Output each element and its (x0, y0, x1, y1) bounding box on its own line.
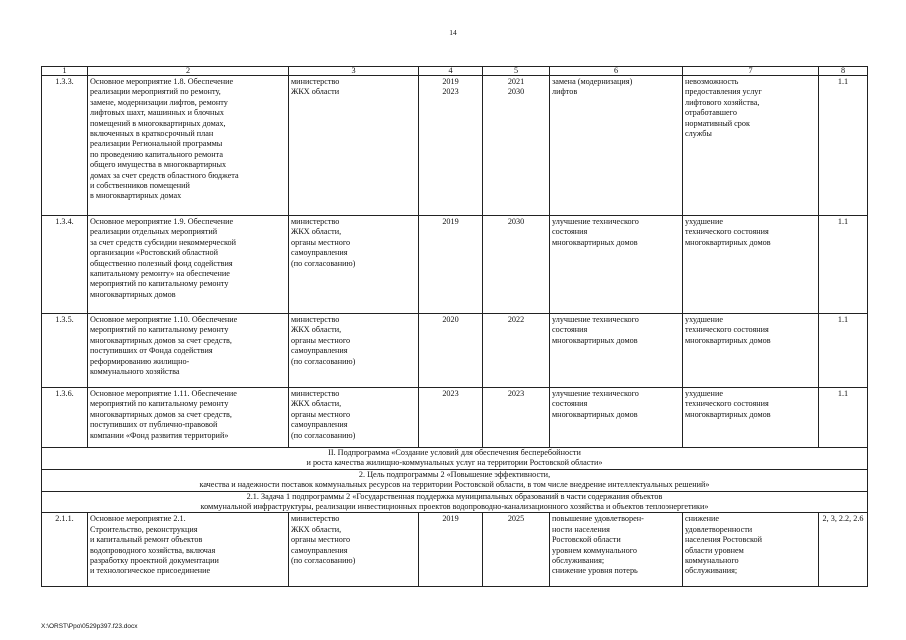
measure-name-line: реализации отдельных мероприятий (90, 227, 218, 237)
measure-executor-line: ЖКХ области, (291, 399, 342, 409)
measure-executor-line: органы местного (291, 535, 351, 545)
measure-start-year-line: 2023 (442, 389, 459, 398)
measure-name-line: многоквартирных домов за счет средств, (90, 335, 232, 345)
page-number: 14 (449, 28, 457, 37)
measure-name-line: в многоквартирных домах (90, 191, 182, 201)
measure-expected-result (550, 314, 683, 388)
measure-consequence-line: ухудшение (685, 217, 723, 226)
measure-consequence (683, 216, 819, 314)
measure-end-year-line: 2021 (507, 77, 525, 86)
measure-indicator-link (819, 216, 868, 314)
section-heading-line: II. Подпрограмма «Создание условий для обеспечения бесперебойности (328, 448, 581, 457)
measure-indicator-link (819, 513, 868, 587)
measure-expected-result-line: состояния (552, 325, 588, 335)
table-row (42, 76, 868, 216)
header-cell: 3 (289, 67, 419, 76)
section-heading-row (42, 469, 868, 491)
measure-start-year (419, 216, 483, 314)
measure-name-line: компании «Фонд развития территорий» (90, 430, 229, 440)
measure-name (88, 513, 289, 587)
measure-name-line: поступивших от публично-правовой (90, 420, 218, 430)
measure-number-line: 1.3.3. (55, 77, 74, 86)
measure-consequence-line: невозможность (685, 77, 739, 86)
measure-name-line: общего имущества в многоквартирных (90, 160, 227, 170)
measure-end-year (483, 314, 550, 388)
measure-name-line: разработку проектной документации (90, 556, 219, 566)
table-row (42, 216, 868, 314)
measure-name-line: капитальному ремонту» на обеспечение (90, 269, 230, 279)
table-row (42, 388, 868, 448)
measure-consequence-line: отработавшего (685, 108, 737, 118)
measure-name (88, 76, 289, 216)
measure-name-line: по проведению капитального ремонта (90, 149, 223, 159)
measure-executor (289, 513, 419, 587)
measure-consequence (683, 388, 819, 448)
file-path-footer: X:\ORST\Ppo\0529p397.f23.docx (41, 623, 138, 630)
table-header-row (42, 67, 868, 76)
measure-expected-result (550, 388, 683, 448)
measure-executor-line: (по согласованию) (291, 258, 356, 268)
header-cell: 4 (419, 67, 483, 76)
measure-number-line: 2.1.1. (55, 514, 74, 524)
measure-executor-line: министерство (291, 77, 340, 86)
measure-start-year-line: 2019 (442, 217, 459, 226)
measure-end-year (483, 216, 550, 314)
measure-expected-result (550, 76, 683, 216)
measure-name-line: Основное мероприятие 1.10. Обеспечение (90, 315, 238, 324)
measure-expected-result-line: состояния (552, 399, 588, 409)
measure-name-line: поступивших от Фонда содействия (90, 346, 213, 356)
measure-name-line: и капитальный ремонт объектов (90, 535, 203, 545)
measure-consequence-line: снижение (685, 514, 719, 524)
measure-indicator-link-line: 1.1 (837, 389, 849, 398)
measure-expected-result (550, 513, 683, 587)
measure-name (88, 314, 289, 388)
measure-consequence (683, 76, 819, 216)
measure-name-line: помещений в многоквартирных домах, (90, 118, 226, 128)
measure-executor-line: ЖКХ области, (291, 524, 342, 534)
measure-name-line: общественно полезный фонд содействия (90, 258, 233, 268)
measure-consequence-line: удовлетворенности (685, 524, 753, 534)
header-cell: 1 (42, 67, 88, 76)
measure-expected-result-line: улучшение технического (552, 217, 639, 226)
measure-executor-line: ЖКХ области, (291, 325, 342, 335)
measure-indicator-link (819, 388, 868, 448)
measure-end-year-line: 2030 (507, 217, 525, 226)
measure-expected-result-line: Ростовской области (552, 535, 621, 545)
measure-expected-result-line: многоквартирных домов (552, 335, 638, 345)
measure-name (88, 216, 289, 314)
measure-name-line: реализации мероприятий по ремонту, (90, 87, 221, 97)
header-cell: 2 (88, 67, 289, 76)
measure-executor-line: органы местного (291, 409, 351, 419)
header-cell: 5 (483, 67, 550, 76)
measure-consequence (683, 513, 819, 587)
measure-indicator-link (819, 76, 868, 216)
measure-consequence-line: технического состояния (685, 227, 769, 237)
measure-indicator-link (819, 314, 868, 388)
measure-end-year (483, 513, 550, 587)
section-heading-line: и роста качества жилищно-коммунальных услуг на территории Ростовской области» (306, 458, 603, 468)
section-heading-row (42, 491, 868, 513)
measure-indicator-link-line: 1.1 (837, 77, 849, 86)
measure-name-line: Основное мероприятие 2.1. (90, 514, 186, 524)
measure-expected-result-line: повышение удовлетворен- (552, 514, 644, 524)
measure-name-line: Основное мероприятие 1.11. Обеспечение (90, 389, 237, 398)
section-heading-line: качества и надежности поставок коммунальных ресурсов на территории Ростовской области, в том числе внедрение интеллектуальных решений» (199, 480, 710, 490)
measure-consequence-line: обслуживания; (685, 566, 738, 576)
measure-name-line: лифтовых шахт, машинных и блочных (90, 108, 225, 118)
measure-end-year-line: 2030 (507, 87, 525, 97)
measure-executor-line: ЖКХ области, (291, 227, 342, 237)
measure-number (42, 216, 88, 314)
measure-executor-line: ЖКХ области (291, 87, 340, 97)
measure-expected-result-line: ности населения (552, 524, 610, 534)
measure-executor-line: министерство (291, 217, 340, 226)
measure-executor-line: органы местного (291, 237, 351, 247)
measure-executor-line: министерство (291, 514, 340, 524)
measure-name-line: многоквартирных домов за счет средств, (90, 409, 232, 419)
measure-name-line: Строительство, реконструкция (90, 524, 198, 534)
measure-consequence-line: лифтового хозяйства, (685, 97, 760, 107)
measure-number (42, 314, 88, 388)
measure-number (42, 513, 88, 587)
measure-name-line: Основное мероприятие 1.8. Обеспечение (90, 77, 234, 86)
measure-expected-result-line: улучшение технического (552, 389, 639, 398)
section-heading (42, 491, 868, 513)
measure-expected-result-line: замена (модернизация) (552, 77, 633, 86)
measure-number (42, 388, 88, 448)
measure-name-line: замене, модернизации лифтов, ремонту (90, 97, 228, 107)
table-body (42, 67, 868, 587)
measure-start-year-line: 2020 (442, 315, 459, 324)
measure-end-year-line: 2025 (507, 514, 525, 524)
measure-consequence (683, 314, 819, 388)
measure-consequence-line: ухудшение (685, 389, 723, 398)
measure-executor-line: (по согласованию) (291, 556, 356, 566)
measure-number (42, 76, 88, 216)
measure-end-year (483, 76, 550, 216)
measure-consequence-line: многоквартирных домов (685, 335, 771, 345)
section-heading-row (42, 448, 868, 470)
header-cell: 6 (550, 67, 683, 76)
measure-number-line: 1.3.5. (55, 315, 74, 324)
measure-consequence-line: коммунального (685, 556, 739, 566)
measure-expected-result-line: многоквартирных домов (552, 409, 638, 419)
measure-consequence-line: технического состояния (685, 325, 769, 335)
measure-name-line: включенных в краткосрочный план (90, 129, 214, 139)
measure-name-line: за счет средств субсидии некоммерческой (90, 237, 237, 247)
measure-executor (289, 388, 419, 448)
measure-consequence-line: многоквартирных домов (685, 237, 771, 247)
measure-indicator-link-line: 2, 3, 2.2, 2.6 (822, 514, 864, 524)
measure-start-year (419, 314, 483, 388)
measure-expected-result (550, 216, 683, 314)
measure-start-year-line: 2023 (442, 87, 459, 97)
measure-name-line: и собственников помещений (90, 181, 190, 191)
measure-consequence-line: нормативный срок (685, 118, 750, 128)
measure-start-year (419, 388, 483, 448)
section-heading (42, 448, 868, 470)
measure-start-year-line: 2019 (442, 77, 459, 86)
measure-start-year (419, 76, 483, 216)
measure-expected-result-line: лифтов (552, 87, 578, 97)
header-cell: 8 (819, 67, 868, 76)
measure-executor-line: органы местного (291, 335, 351, 345)
measure-end-year (483, 388, 550, 448)
measure-name-line: мероприятий по капитальному ремонту (90, 279, 229, 289)
measure-name-line: реализации Региональной программы (90, 139, 223, 149)
measure-executor (289, 216, 419, 314)
measure-consequence-line: населения Ростовской (685, 535, 763, 545)
measure-executor-line: министерство (291, 389, 340, 398)
measure-executor-line: самоуправления (291, 346, 348, 356)
measure-indicator-link-line: 1.1 (837, 315, 849, 324)
measure-name-line: домах за счет средств областного бюджета (90, 170, 239, 180)
measure-executor (289, 76, 419, 216)
section-heading-line: 2.1. Задача 1 подпрограммы 2 «Государственная поддержка муниципальных образований в части содержания объектов (246, 491, 663, 501)
table-row (42, 314, 868, 388)
measure-name-line: многоквартирных домов (90, 289, 176, 299)
measure-consequence-line: ухудшение (685, 315, 723, 324)
measure-name-line: реформированию жилищно- (90, 356, 190, 366)
measure-end-year-line: 2022 (507, 315, 525, 324)
measure-name-line: коммунального хозяйства (90, 367, 180, 377)
measure-executor-line: самоуправления (291, 248, 348, 258)
measure-start-year-line: 2019 (442, 514, 459, 524)
measure-name-line: мероприятий по капитальному ремонту (90, 325, 229, 335)
measure-executor (289, 314, 419, 388)
measure-executor-line: (по согласованию) (291, 430, 356, 440)
measure-executor-line: министерство (291, 315, 340, 324)
measure-executor-line: самоуправления (291, 420, 348, 430)
section-heading (42, 469, 868, 491)
measure-number-line: 1.3.4. (55, 217, 74, 226)
header-cell: 7 (683, 67, 819, 76)
measures-table (41, 66, 868, 587)
measure-number-line: 1.3.6. (55, 389, 74, 398)
measure-expected-result-line: состояния (552, 227, 588, 237)
section-heading-line: коммунальной инфраструктуры, реализации инвестиционных проектов водопроводно-канализационного хозяйства и объектов теплоэнергетики» (200, 502, 709, 512)
measure-executor-line: (по согласованию) (291, 356, 356, 366)
section-heading-line: 2. Цель подпрограммы 2 «Повышение эффективности, (358, 469, 551, 479)
measure-expected-result-line: улучшение технического (552, 315, 639, 324)
measure-name (88, 388, 289, 448)
measure-consequence-line: области уровнем (685, 545, 744, 555)
measure-indicator-link-line: 1.1 (837, 217, 849, 226)
table-row (42, 513, 868, 587)
measure-consequence-line: многоквартирных домов (685, 409, 771, 419)
measure-consequence-line: службы (685, 129, 712, 139)
measure-name-line: организации «Ростовский областной (90, 248, 219, 258)
measure-name-line: мероприятий по капитальному ремонту (90, 399, 229, 409)
measure-expected-result-line: снижение уровня потерь (552, 566, 638, 576)
measure-name-line: водопроводного хозяйства, включая (90, 545, 216, 555)
measure-start-year (419, 513, 483, 587)
measure-consequence-line: предоставления услуг (685, 87, 762, 97)
measure-expected-result-line: многоквартирных домов (552, 237, 638, 247)
measure-name-line: Основное мероприятие 1.9. Обеспечение (90, 217, 234, 226)
measure-name-line: и технологическое присоединение (90, 566, 211, 576)
measure-expected-result-line: уровнем коммунального (552, 545, 637, 555)
measure-executor-line: самоуправления (291, 545, 348, 555)
measure-consequence-line: технического состояния (685, 399, 769, 409)
measure-end-year-line: 2023 (507, 389, 525, 398)
measure-expected-result-line: обслуживания; (552, 556, 605, 566)
